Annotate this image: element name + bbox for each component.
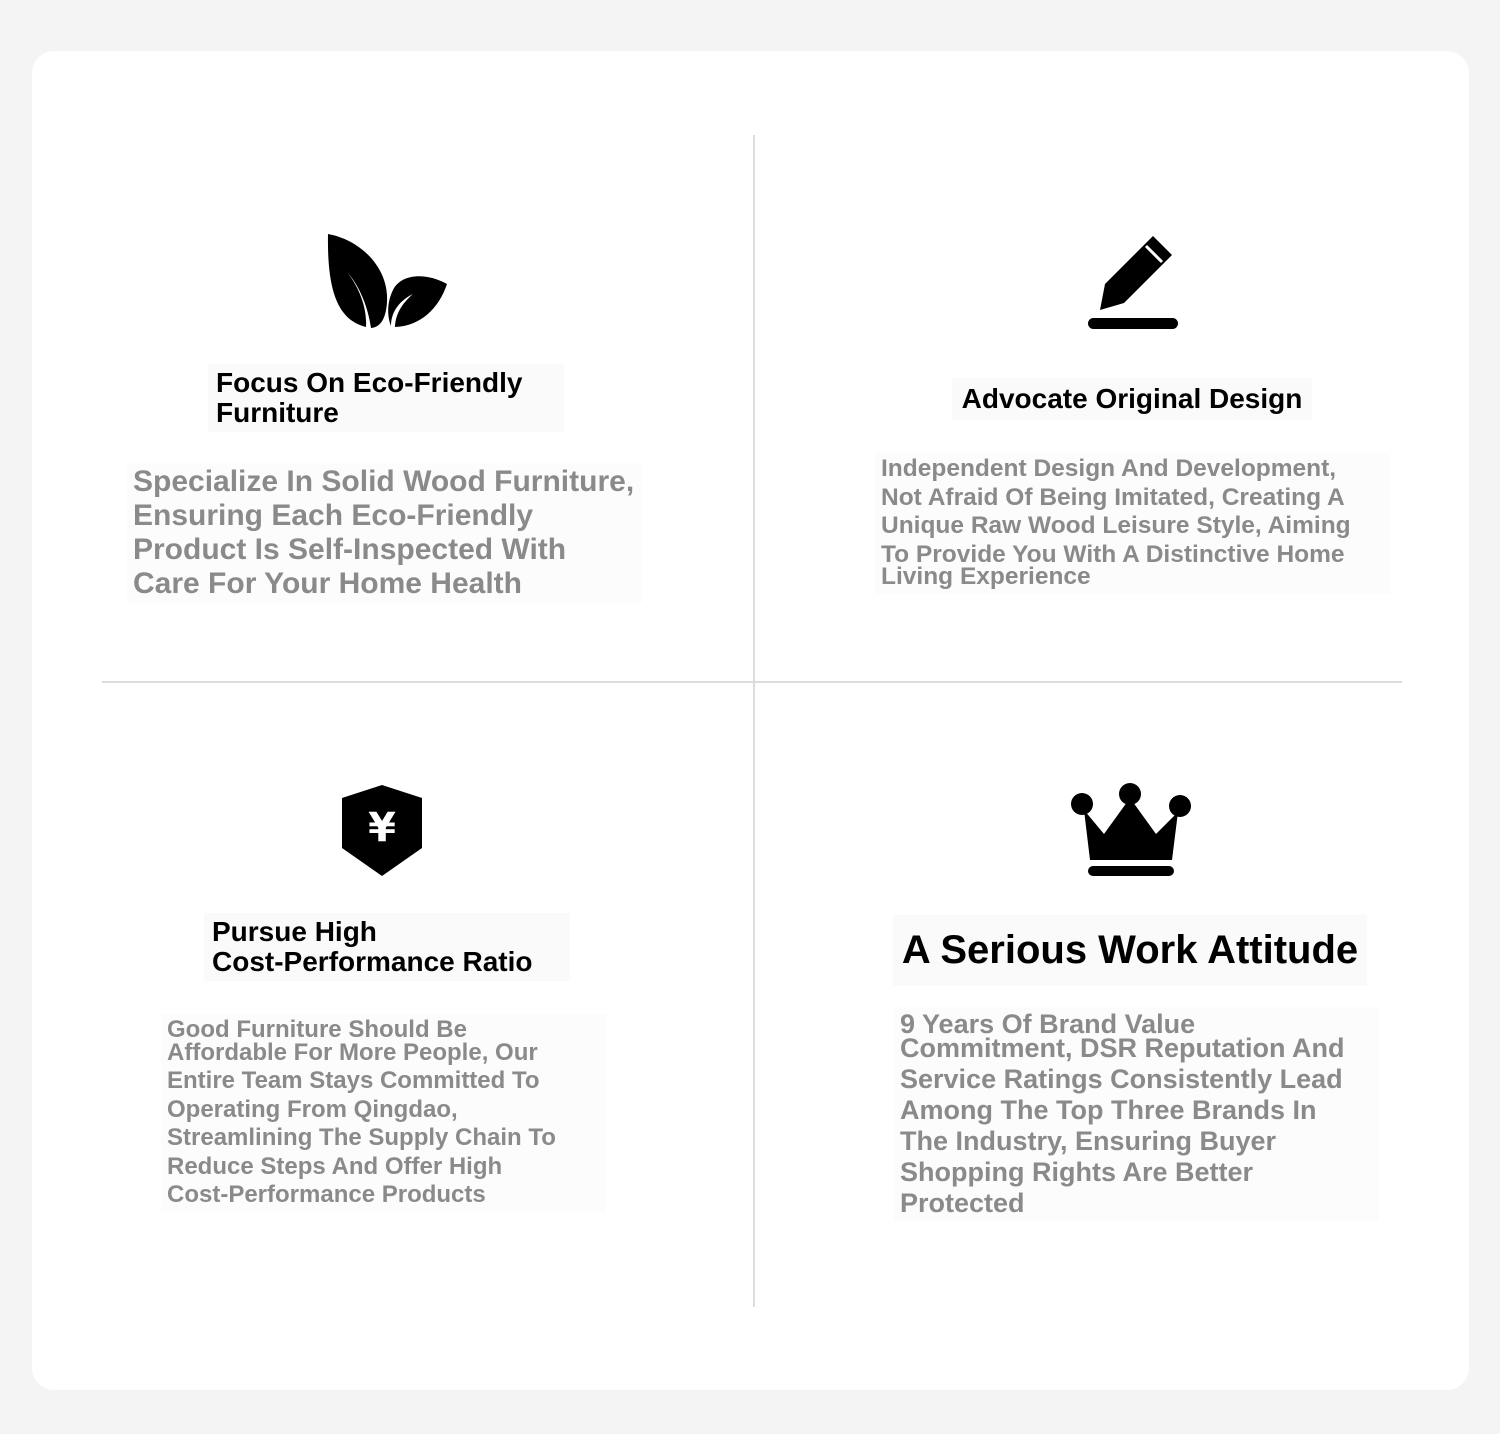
yen-shield-icon [340, 784, 424, 878]
vertical-divider [753, 135, 755, 1307]
crown-icon [1068, 782, 1196, 880]
feature-title: Pursue High Cost-Performance Ratio [204, 913, 570, 981]
feature-title: Advocate Original Design [952, 378, 1312, 420]
feature-description: Specialize In Solid Wood Furniture, Ensuring Each Eco-Friendly Product Is Self-Inspected With Care For Your Home Health [127, 463, 642, 603]
svg-text:¥: ¥ [368, 805, 396, 851]
feature-description: 9 Years Of Brand Value Commitment, DSR Reputation And Service Ratings Consistently Lead Among The Top Three Brands In The Industry, Ensuring Buyer Shopping Rights Are Better Protected [894, 1007, 1379, 1221]
feature-description: Good Furniture Should Be Affordable For More People, Our Entire Team Stays Committed To Operating From Qingdao, Streamlining The Supply Chain To Reduce Steps And Offer High Cost-Performance Products [161, 1014, 606, 1212]
feature-description: Independent Design And Development, Not Afraid Of Being Imitated, Creating A Unique Raw Wood Leisure Style, Aiming To Provide You With A Distinctive Home Living Experience [875, 453, 1390, 594]
leaf-icon [325, 232, 450, 330]
horizontal-divider [102, 681, 1402, 683]
pencil-icon [1086, 232, 1180, 332]
feature-title: Focus On Eco-Friendly Furniture [208, 364, 564, 432]
feature-title: A Serious Work Attitude [893, 915, 1367, 986]
